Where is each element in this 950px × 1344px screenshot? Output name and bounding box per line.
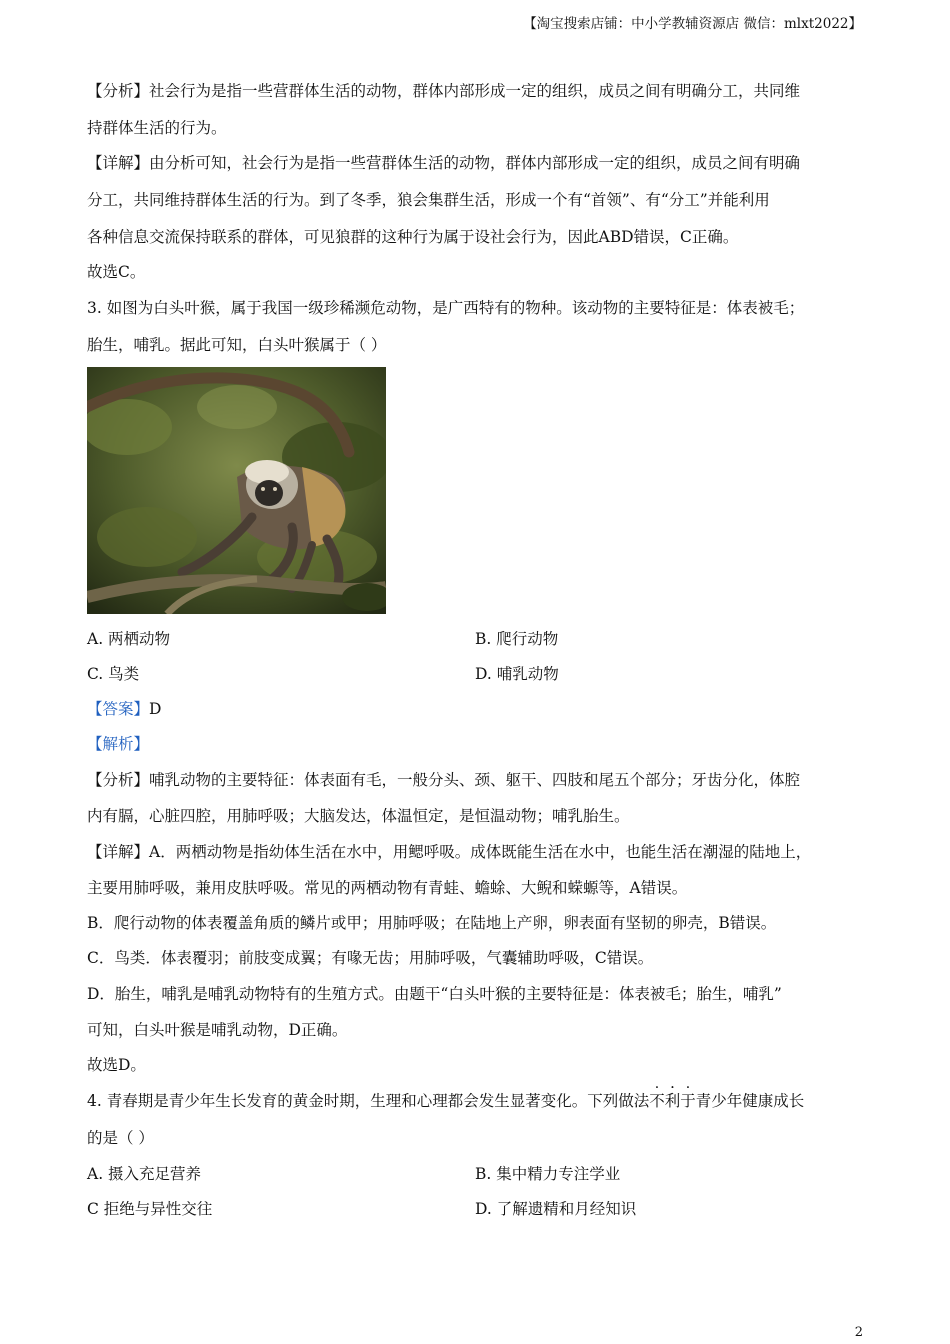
answer-value: D <box>149 700 162 718</box>
emphasis-char: 利 <box>664 1092 681 1110</box>
text-line: 故选D。 <box>87 1056 146 1074</box>
option-d: D. 了解遗精和月经知识 <box>475 1200 637 1218</box>
text-line: 【详解】由分析可知，社会行为是指一些营群体生活的动物，群体内部形成一定的组织，成员之间有明确 <box>87 154 801 172</box>
answer-tag: 【答案】 <box>87 700 150 718</box>
option-c: C 拒绝与异性交往 <box>87 1200 213 1218</box>
emphasis-not-beneficial <box>649 1092 696 1110</box>
option-b: B. 集中精力专注学业 <box>475 1165 621 1183</box>
text-line: 可知，白头叶猴是哺乳动物，D正确。 <box>87 1021 348 1039</box>
text-line: C．鸟类．体表覆羽；前肢变成翼；有喙无齿；用肺呼吸，气囊辅助呼吸，C错误。 <box>87 949 654 967</box>
question-4-stem <box>87 1091 804 1111</box>
emphasis-char: 于 <box>680 1092 696 1110</box>
question-4-stem: 的是（ ） <box>87 1129 154 1147</box>
text-line: 故选C。 <box>87 263 146 281</box>
white-headed-langur-photo <box>87 367 386 614</box>
option-b: B. 爬行动物 <box>475 630 559 648</box>
text-line: D．胎生，哺乳是哺乳动物特有的生殖方式。由题干“白头叶猴的主要特征是：体表被毛；胎生，哺乳” <box>87 985 782 1003</box>
analysis-tag: 【解析】 <box>87 735 150 753</box>
text-line: 持群体生活的行为。 <box>87 119 227 137</box>
text-line: 【详解】A．两栖动物是指幼体生活在水中，用鳃呼吸。成体既能生活在水中，也能生活在潮湿的陆地上， <box>87 843 812 861</box>
option-d: D. 哺乳动物 <box>475 665 559 683</box>
question-3-stem: 胎生，哺乳。据此可知，白头叶猴属于（ ） <box>87 336 387 354</box>
text-line: 主要用肺呼吸，兼用皮肤呼吸。常见的两栖动物有青蛙、蟾蜍、大鲵和蝾螈等，A错误。 <box>87 879 688 897</box>
emphasis-char: 不 <box>649 1092 665 1110</box>
option-a: A. 两栖动物 <box>87 630 171 648</box>
emphasis-text <box>649 1091 696 1111</box>
text-line: B．爬行动物的体表覆盖角质的鳞片或甲；用肺呼吸；在陆地上产卵，卵表面有坚韧的卵壳，B错误。 <box>87 914 777 932</box>
question-4-text: 4. 青春期是青少年生长发育的黄金时期，生理和心理都会发生显著变化。下列做法 <box>87 1092 650 1110</box>
text-line: 内有膈，心脏四腔，用肺呼吸；大脑发达，体温恒定，是恒温动物；哺乳胎生。 <box>87 807 630 825</box>
question-4-text: 青少年健康成长 <box>695 1092 805 1110</box>
question-3-stem: 3. 如图为白头叶猴，属于我国一级珍稀濒危动物，是广西特有的物种。该动物的主要特征是：体表被毛； <box>87 299 805 317</box>
text-line: 【分析】哺乳动物的主要特征：体表面有毛，一般分头、颈、躯干、四肢和尾五个部分；牙齿分化，体腔 <box>87 771 801 789</box>
page-header-watermark: 【淘宝搜索店铺：中小学教辅资源店 微信：mlxt2022】 <box>523 16 862 32</box>
page-number: 2 <box>854 1325 863 1340</box>
answer-line <box>87 699 161 719</box>
text-line: 各种信息交流保持联系的群体，可见狼群的这种行为属于设社会行为，因此ABD错误，C正确。 <box>87 228 739 246</box>
option-a: A. 摄入充足营养 <box>87 1165 202 1183</box>
option-c: C. 鸟类 <box>87 665 140 683</box>
text-line: 【分析】社会行为是指一些营群体生活的动物，群体内部形成一定的组织，成员之间有明确分工，共同维 <box>87 82 801 100</box>
text-line: 分工，共同维持群体生活的行为。到了冬季，狼会集群生活，形成一个有“首领”、有“分工”并能利用 <box>87 191 770 209</box>
